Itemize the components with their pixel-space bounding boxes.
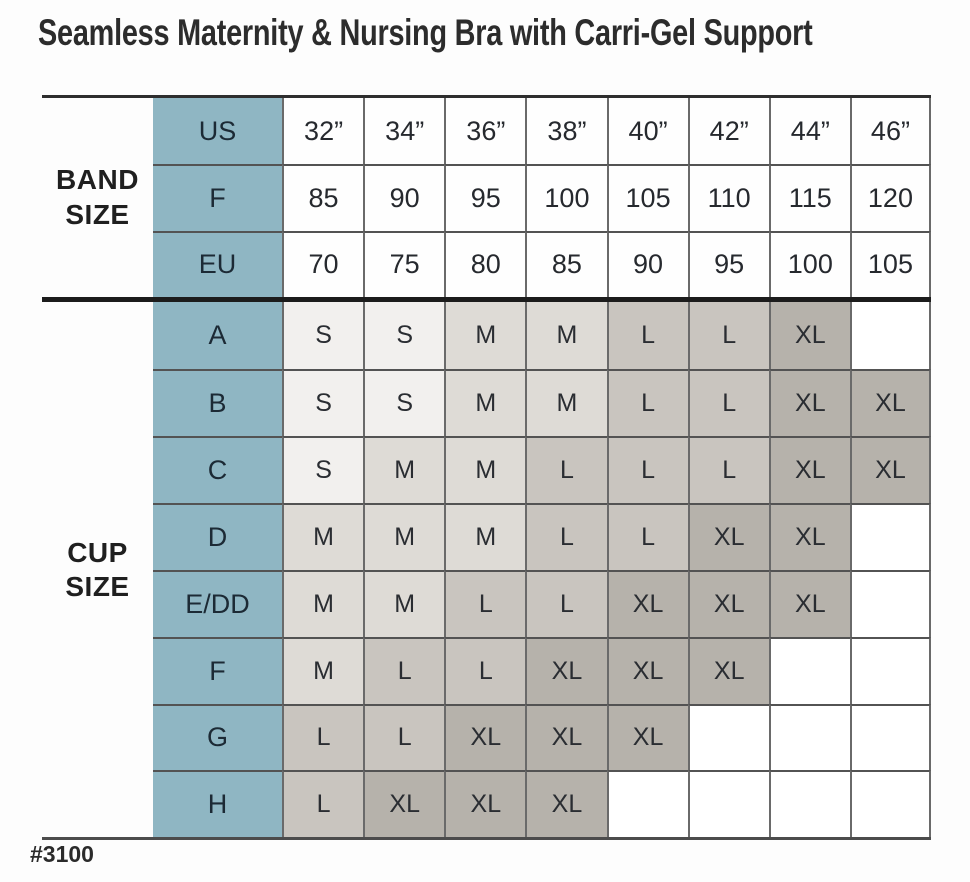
size-cell: L: [607, 436, 688, 503]
row-label-cell-f: F: [153, 637, 282, 704]
size-cell: L: [444, 637, 525, 704]
size-cell: XL: [850, 436, 931, 503]
row-label-cell-d: D: [153, 503, 282, 570]
band-value-cell: 70: [282, 231, 363, 297]
size-cell: M: [282, 637, 363, 704]
band-value-cell: 120: [850, 164, 931, 230]
size-cell: L: [282, 704, 363, 771]
size-cell: XL: [688, 637, 769, 704]
band-value-cell: 110: [688, 164, 769, 230]
band-value-cell: 38”: [525, 98, 606, 164]
row-label-cell-us: US: [153, 98, 282, 164]
band-value-cell: 34”: [363, 98, 444, 164]
size-cell: S: [363, 369, 444, 436]
row-label-cell-h: H: [153, 770, 282, 837]
size-cell: M: [282, 503, 363, 570]
size-cell: M: [444, 302, 525, 369]
band-size-group-label: BAND SIZE: [56, 164, 139, 230]
size-cell: [850, 637, 931, 704]
size-cell: M: [525, 369, 606, 436]
size-cell: XL: [607, 704, 688, 771]
band-value-cell: 95: [444, 164, 525, 230]
size-cell: L: [607, 369, 688, 436]
size-cell: L: [363, 637, 444, 704]
size-cell: S: [282, 302, 363, 369]
size-cell: L: [363, 704, 444, 771]
size-cell: M: [525, 302, 606, 369]
size-cell: L: [525, 503, 606, 570]
size-cell: M: [444, 436, 525, 503]
band-value-cell: 100: [769, 231, 850, 297]
row-label-cell-e-dd: E/DD: [153, 570, 282, 637]
size-cell: [607, 770, 688, 837]
band-value-cell: 105: [850, 231, 931, 297]
product-number: #3100: [30, 841, 94, 867]
size-cell: XL: [769, 503, 850, 570]
size-cell: M: [363, 436, 444, 503]
size-cell: [850, 302, 931, 369]
band-value-cell: 40”: [607, 98, 688, 164]
band-value-cell: 90: [607, 231, 688, 297]
band-value-cell: 44”: [769, 98, 850, 164]
size-chart-table: [42, 95, 931, 840]
band-value-cell: 100: [525, 164, 606, 230]
size-cell: S: [282, 369, 363, 436]
size-cell: XL: [525, 637, 606, 704]
size-cell: XL: [688, 570, 769, 637]
size-cell: [688, 704, 769, 771]
size-cell: S: [282, 436, 363, 503]
size-cell: M: [444, 503, 525, 570]
size-cell: L: [607, 302, 688, 369]
band-value-cell: 32”: [282, 98, 363, 164]
size-cell: XL: [444, 704, 525, 771]
size-cell: XL: [607, 637, 688, 704]
size-cell: [850, 770, 931, 837]
size-cell: M: [282, 570, 363, 637]
size-cell: [769, 704, 850, 771]
size-cell: [688, 770, 769, 837]
chart-title: Seamless Maternity & Nursing Bra with Carri-Gel Support: [38, 12, 813, 53]
size-cell: XL: [363, 770, 444, 837]
band-value-cell: 46”: [850, 98, 931, 164]
size-cell: [769, 637, 850, 704]
size-cell: XL: [769, 369, 850, 436]
size-cell: M: [444, 369, 525, 436]
band-value-cell: 75: [363, 231, 444, 297]
cup-size-group-label: CUP SIZE: [65, 536, 130, 602]
size-cell: XL: [525, 770, 606, 837]
size-cell: [769, 770, 850, 837]
size-cell: L: [688, 302, 769, 369]
size-cell: L: [525, 570, 606, 637]
band-value-cell: 105: [607, 164, 688, 230]
size-cell: [850, 570, 931, 637]
row-label-cell-f: F: [153, 164, 282, 230]
size-cell: L: [525, 436, 606, 503]
size-cell: L: [688, 369, 769, 436]
size-cell: XL: [769, 436, 850, 503]
size-cell: XL: [525, 704, 606, 771]
size-cell: L: [607, 503, 688, 570]
size-cell: XL: [769, 570, 850, 637]
size-cell: [850, 704, 931, 771]
size-cell: L: [282, 770, 363, 837]
band-value-cell: 115: [769, 164, 850, 230]
size-cell: XL: [444, 770, 525, 837]
size-cell: M: [363, 503, 444, 570]
band-value-cell: 36”: [444, 98, 525, 164]
size-cell: XL: [850, 369, 931, 436]
size-cell: XL: [607, 570, 688, 637]
band-value-cell: 80: [444, 231, 525, 297]
size-cell: L: [444, 570, 525, 637]
row-label-cell-c: C: [153, 436, 282, 503]
band-value-cell: 42”: [688, 98, 769, 164]
row-label-cell-eu: EU: [153, 231, 282, 297]
band-value-cell: 85: [282, 164, 363, 230]
size-cell: L: [688, 436, 769, 503]
band-value-cell: 85: [525, 231, 606, 297]
size-cell: M: [363, 570, 444, 637]
row-label-cell-b: B: [153, 369, 282, 436]
row-label-cell-a: A: [153, 302, 282, 369]
size-cell: [850, 503, 931, 570]
row-label-cell-g: G: [153, 704, 282, 771]
size-cell: XL: [769, 302, 850, 369]
band-value-cell: 90: [363, 164, 444, 230]
size-cell: S: [363, 302, 444, 369]
band-value-cell: 95: [688, 231, 769, 297]
size-cell: XL: [688, 503, 769, 570]
